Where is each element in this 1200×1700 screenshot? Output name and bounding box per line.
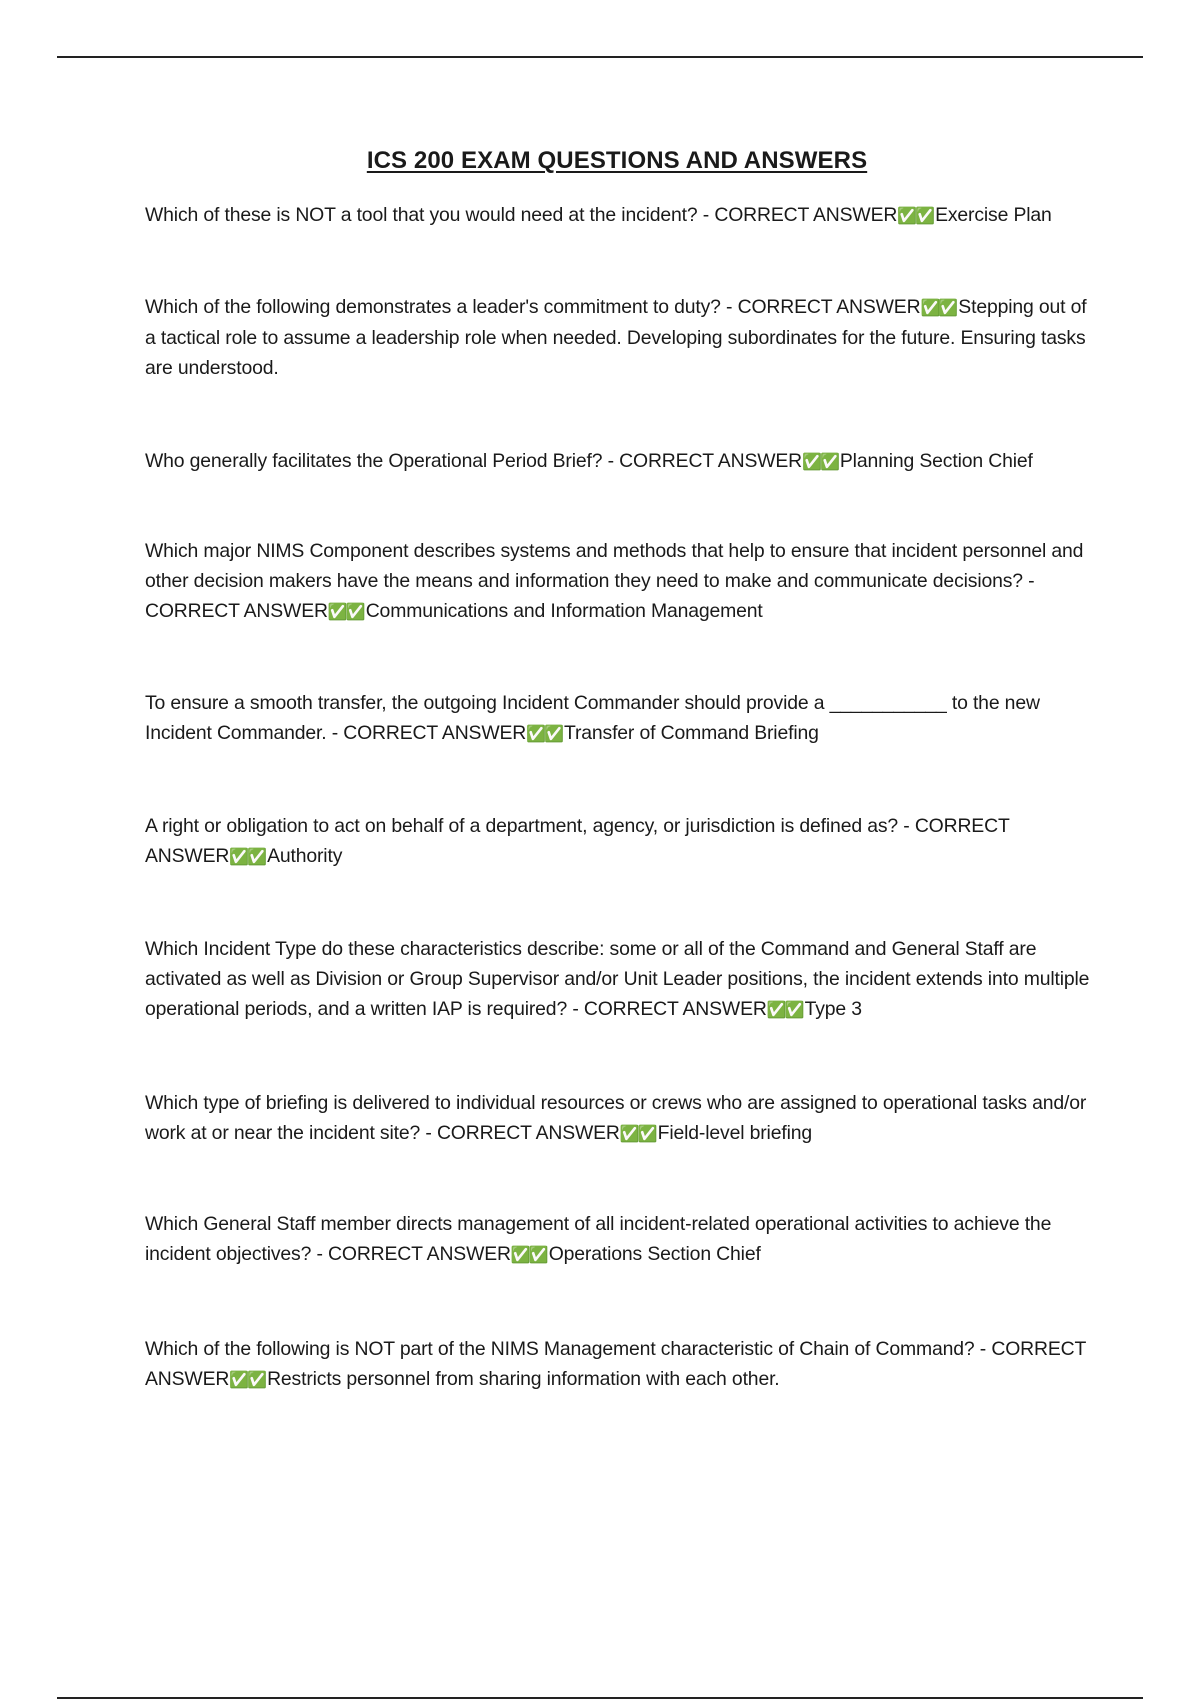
check-icon: ✅✅ bbox=[229, 1370, 266, 1389]
qa-item bbox=[145, 1088, 1095, 1149]
answer-text: Type 3 bbox=[804, 998, 862, 1020]
check-icon: ✅✅ bbox=[327, 602, 364, 621]
answer-label: CORRECT ANSWER bbox=[583, 998, 767, 1020]
question-text: To ensure a smooth transfer, the outgoing Incident Commander should provide a ___________ to the new Incident Commander. bbox=[145, 692, 1040, 744]
answer-label: CORRECT ANSWER bbox=[436, 1122, 620, 1144]
check-icon: ✅✅ bbox=[802, 452, 838, 471]
check-icon: ✅✅ bbox=[526, 724, 562, 743]
qa-item bbox=[145, 292, 1095, 383]
check-icon: ✅✅ bbox=[897, 206, 934, 225]
answer-text: Field-level briefing bbox=[657, 1122, 812, 1144]
qa-item bbox=[145, 1334, 1095, 1395]
answer-text: Exercise Plan bbox=[935, 204, 1052, 226]
answer-text: Communications and Information Management bbox=[365, 600, 763, 622]
qa-item bbox=[145, 446, 1095, 477]
answer-text: Authority bbox=[267, 845, 343, 867]
answer-label: CORRECT ANSWER bbox=[145, 600, 328, 622]
answer-label: CORRECT ANSWER bbox=[714, 204, 898, 226]
question-text: Which Incident Type do these characteristics describe: some or all of the Command and General Staff are activated as well as Division or Group Supervisor and/or Unit Leader positions, the incident extends into multiple operational periods, and a written IAP is required? bbox=[145, 938, 1090, 1020]
answer-text: Restricts personnel from sharing information with each other. bbox=[267, 1368, 780, 1390]
question-text: A right or obligation to act on behalf of a department, agency, or jurisdiction is defined as? bbox=[145, 815, 899, 837]
question-text: Which of these is NOT a tool that you would need at the incident? bbox=[145, 204, 698, 226]
answer-label: CORRECT ANSWER bbox=[328, 1243, 511, 1265]
qa-item bbox=[145, 934, 1095, 1025]
separator: - bbox=[326, 722, 344, 744]
check-icon: ✅✅ bbox=[920, 298, 957, 317]
qa-item bbox=[145, 536, 1095, 627]
qa-item bbox=[145, 1209, 1095, 1270]
check-icon: ✅✅ bbox=[619, 1124, 656, 1143]
answer-label: CORRECT ANSWER bbox=[145, 1338, 1086, 1390]
separator: - bbox=[898, 815, 915, 837]
qa-item bbox=[145, 200, 1095, 231]
question-text: Which of the following is NOT part of the NIMS Management characteristic of Chain of Command? bbox=[145, 1338, 975, 1360]
check-icon: ✅✅ bbox=[510, 1245, 547, 1264]
answer-text: Planning Section Chief bbox=[839, 450, 1033, 472]
answer-text: Stepping out of a tactical role to assume a leadership role when needed. Developing subordinates for the future. Ensuring tasks are understood. bbox=[145, 296, 1087, 379]
separator: - bbox=[602, 450, 620, 472]
page-title: ICS 200 EXAM QUESTIONS AND ANSWERS bbox=[366, 147, 868, 174]
separator: - bbox=[420, 1122, 437, 1144]
answer-text: Transfer of Command Briefing bbox=[563, 722, 819, 744]
check-icon: ✅✅ bbox=[766, 1000, 803, 1019]
bottom-rule bbox=[57, 1697, 1143, 1699]
question-text: Which General Staff member directs management of all incident-related operational activities to achieve the incident objectives? bbox=[145, 1213, 1052, 1265]
answer-text: Operations Section Chief bbox=[548, 1243, 761, 1265]
qa-item bbox=[145, 811, 1095, 872]
answer-label: CORRECT ANSWER bbox=[343, 722, 527, 744]
question-text: Which major NIMS Component describes systems and methods that help to ensure that incident personnel and other decision makers have the means and information they need to make and communicate decisions? bbox=[145, 540, 1084, 592]
separator: - bbox=[311, 1243, 329, 1265]
check-icon: ✅✅ bbox=[229, 847, 266, 866]
question-text: Which type of briefing is delivered to individual resources or crews who are assigned to operational tasks and/or work at or near the incident site? bbox=[145, 1092, 1087, 1144]
separator: - bbox=[567, 998, 584, 1020]
separator: - bbox=[1022, 570, 1035, 592]
question-text: Which of the following demonstrates a leader's commitment to duty? bbox=[145, 296, 721, 318]
separator: - bbox=[974, 1338, 992, 1360]
top-rule bbox=[57, 56, 1143, 58]
separator: - bbox=[697, 204, 715, 226]
answer-label: CORRECT ANSWER bbox=[145, 815, 1010, 867]
qa-item bbox=[145, 688, 1095, 749]
separator: - bbox=[720, 296, 738, 318]
answer-label: CORRECT ANSWER bbox=[737, 296, 921, 318]
question-text: Who generally facilitates the Operational Period Brief? bbox=[145, 450, 603, 472]
answer-label: CORRECT ANSWER bbox=[619, 450, 803, 472]
